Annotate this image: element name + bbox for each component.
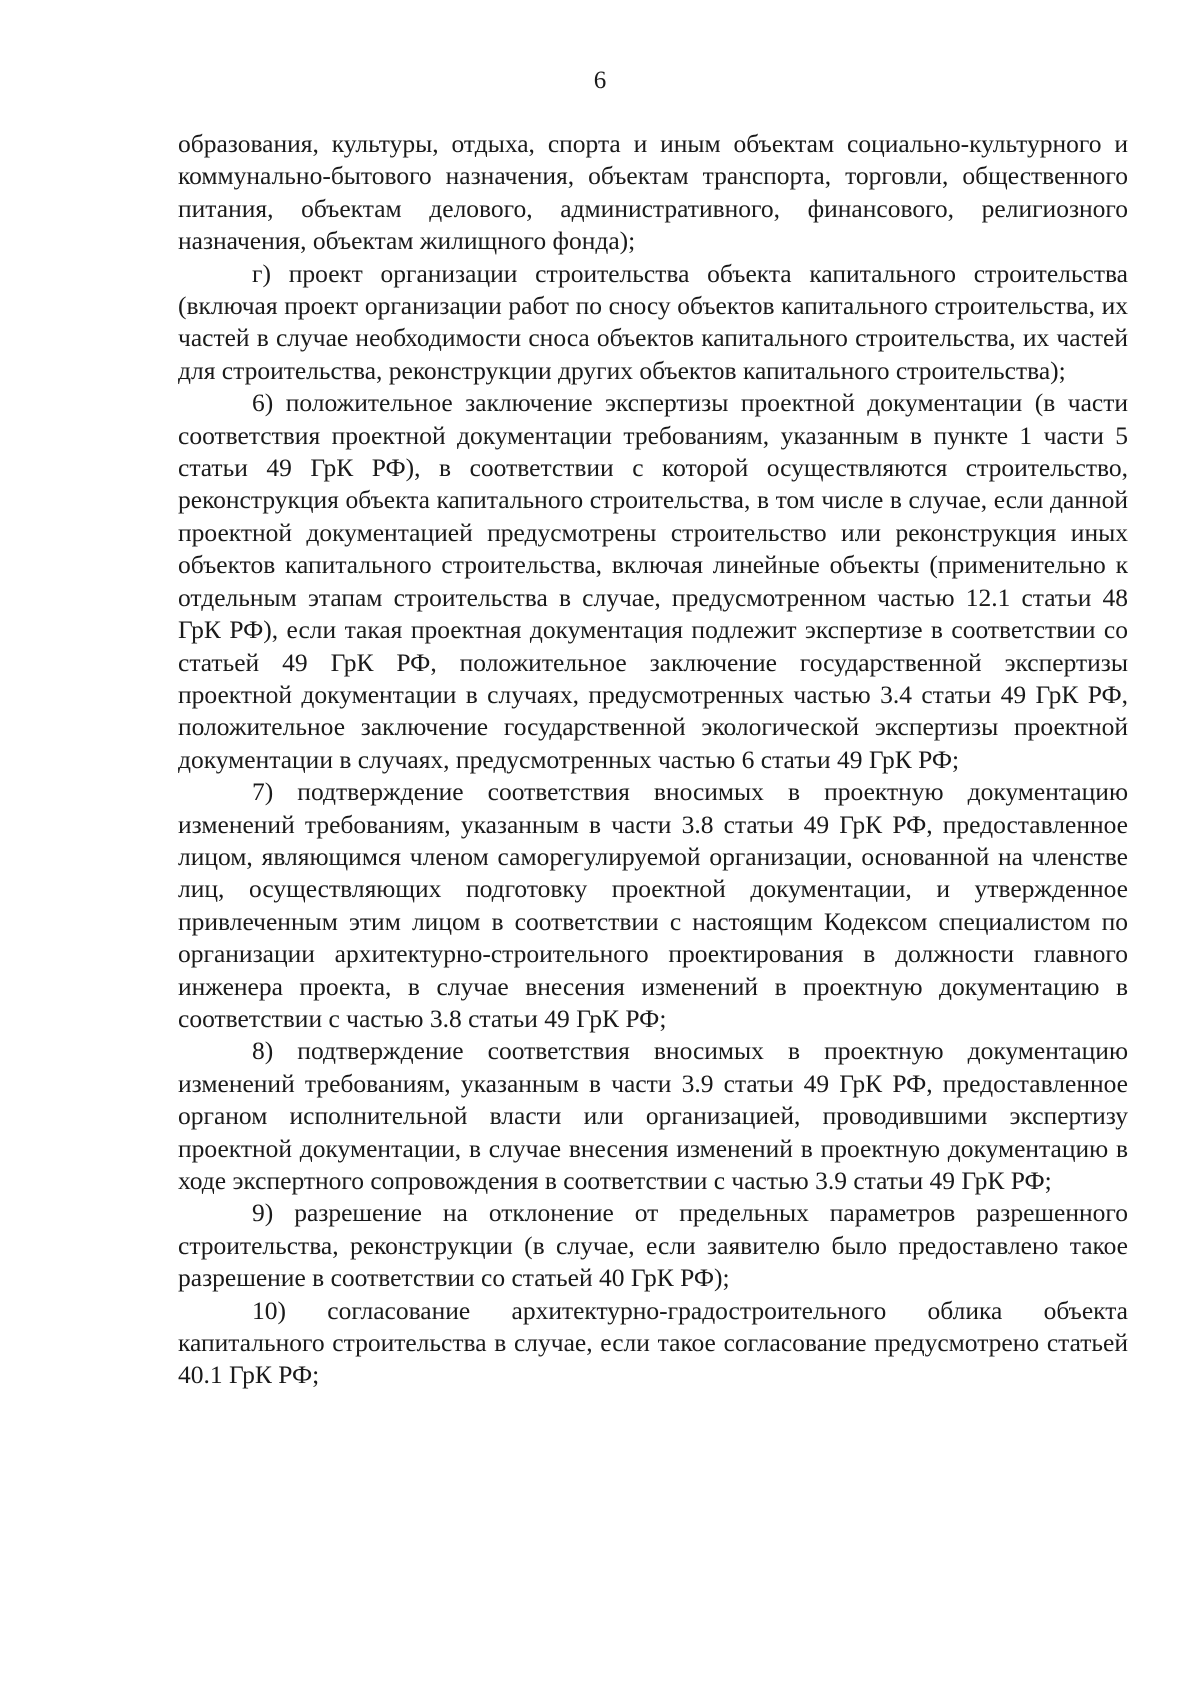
paragraph-item-9: 9) разрешение на отклонение от предельных параметров разрешенного строительства, реконструкции (в случае, если заявителю было предоставлено такое разрешение в соответствии со статьей 40 ГрК РФ); [178,1198,1128,1293]
paragraph-continuation: образования, культуры, отдыха, спорта и иным объектам социально-культурного и коммунально-бытового назначения, объектам транспорта, торговли, общественного питания, объектам делового, административного, финансового, религиозного назначения, объектам жилищного фонда); [178,129,1128,256]
page-number: 6 [593,67,607,94]
paragraph-item-10: 10) согласование архитектурно-градостроительного облика объекта капитального строительства в случае, если такое согласование предусмотрено статьей 40.1 ГрК РФ; [178,1295,1128,1390]
document-body [178,128,1128,1392]
paragraph-item-7: 7) подтверждение соответствия вносимых в проектную документацию изменений требованиям, указанным в части 3.8 статьи 49 ГрК РФ, предоставленное лицом, являющимся членом саморегулируемой организации, основанной на членстве лиц, осуществляющих подготовку проектной документации, и утвержденное привлеченным этим лицом в соответствии с настоящим Кодексом специалистом по организации архитектурно-строительного проектирования в должности главного инженера проекта, в случае внесения изменений в проектную документацию в соответствии с частью 3.8 статьи 49 ГрК РФ; [178,777,1128,1033]
paragraph-item-8: 8) подтверждение соответствия вносимых в проектную документацию изменений требованиям, указанным в части 3.9 статьи 49 ГрК РФ, предоставленное органом исполнительной власти или организацией, проводившими экспертизу проектной документации, в случае внесения изменений в проектную документацию в ходе экспертного сопровождения в соответствии с частью 3.9 статьи 49 ГрК РФ; [178,1036,1128,1195]
paragraph-item-6: 6) положительное заключение экспертизы проектной документации (в части соответствия проектной документации требованиям, указанным в пункте 1 части 5 статьи 49 ГрК РФ), в соответствии с которой осуществляются строительство, реконструкция объекта капитального строительства, в том числе в случае, если данной проектной документацией предусмотрены строительство или реконструкция иных объектов капитального строительства, включая линейные объекты (применительно к отдельным этапам строительства в случае, предусмотренном частью 12.1 статьи 48 ГрК РФ), если такая проектная документация подлежит экспертизе в соответствии со статьей 49 ГрК РФ, положительное заключение государственной экспертизы проектной документации в случаях, предусмотренных частью 3.4 статьи 49 ГрК РФ, положительное заключение государственной экологической экспертизы проектной документации в случаях, предусмотренных частью 6 статьи 49 ГрК РФ; [178,388,1128,774]
paragraph-item-g: г) проект организации строительства объекта капитального строительства (включая проект организации работ по сносу объектов капитального строительства, их частей в случае необходимости сноса объектов капитального строительства, их частей для строительства, реконструкции других объектов капитального строительства); [178,258,1128,385]
